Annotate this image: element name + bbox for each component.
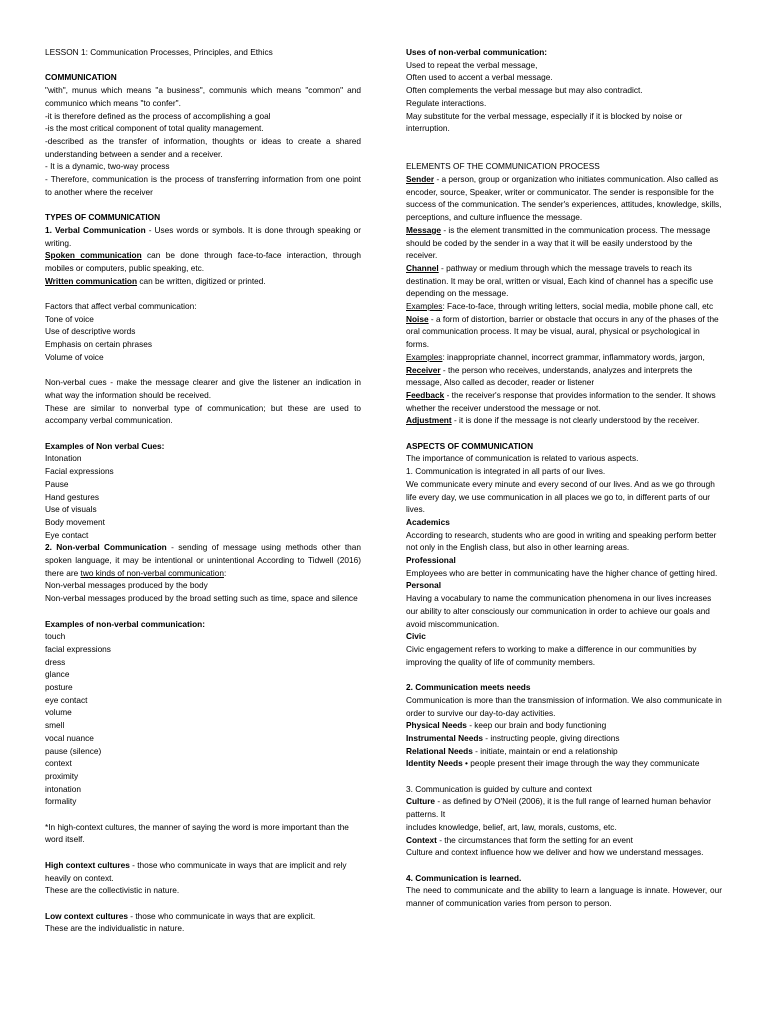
nonverbal-cues-text: Non-verbal cues - make the message clearer and give the listener an indication in what way the information should be received. [45,377,361,400]
uses-heading: Uses of non-verbal communication: [406,47,548,57]
professional-text: Employees who are better in communicating have the higher chance of getting hired. [406,567,718,578]
low-context-nature: These are the individualistic in nature. [45,923,185,934]
aspect-1-text: We communicate every minute and every second of our lives. And as we go through life every day, we use communication in all places we go to, in different parts of our lives. [406,478,715,515]
cue-item: Eye contact [45,529,89,540]
nonverbal-example-item: posture [45,682,73,693]
similar-text: These are similar to nonverbal type of communication; but these are used to accompany verbal communication. [45,402,361,426]
cue-item: Facial expressions [45,466,114,477]
personal-text: Having a vocabulary to name the communication phenomena in our lives increases our ability to alter consciously our communication in order to achieve our goals and avoid miscommunication. [406,593,712,629]
professional-heading: Professional [406,555,456,566]
use-item: Often complements the verbal message but may also contradict. [406,85,643,96]
aspect-4-text: The need to communicate and the ability to learn a language is innate. However, our manner of communication varies from person to person. [406,885,722,909]
communication-point: -is the most critical component of total quality management. [45,123,264,134]
element-adjustment: Adjustment - it is done if the message is not clearly understood by the receiver. [406,415,700,426]
culture-includes: includes knowledge, belief, art, law, morals, customs, etc. [406,821,617,832]
lesson-title: LESSON 1: Communication Processes, Principles, and Ethics [45,47,273,57]
spoken-communication: Spoken communication can be done through face-to-face interaction, through mobiles or computers, public speaking, etc. [45,250,361,273]
use-item: Used to repeat the verbal message, [406,59,538,70]
left-column [45,46,361,935]
communication-point: -described as the transfer of information, thoughts or ideas to create a shared understanding between a sender and a receiver. [45,135,361,159]
nonverbal-example-item: volume [45,707,72,718]
identity-needs: Identity Needs • people present their image through the way they communicate [406,758,700,769]
nonverbal-example-item: proximity [45,770,79,781]
right-column [406,46,722,910]
communication-point: - Therefore, communication is the process of transferring information from one point to another where the receiver [45,174,361,197]
high-context-nature: These are the collectivistic in nature. [45,885,180,896]
cue-item: Pause [45,478,69,489]
nonverbal-examples-heading: Examples of non-verbal communication: [45,618,205,629]
noise-examples: Examples: inappropriate channel, incorrect grammar, inflammatory words, jargon, [406,351,705,362]
nonverbal-example-item: eye contact [45,694,88,705]
factor-item: Volume of voice [45,351,104,362]
aspect-3: 3. Communication is guided by culture and context [406,783,592,794]
aspects-heading: ASPECTS OF COMMUNICATION [406,440,534,451]
low-context-cultures: Low context cultures - those who communicate in ways that are explicit. [45,910,316,921]
nonverbal-example-item: dress [45,656,66,667]
personal-heading: Personal [406,580,442,591]
communication-point: -it is therefore defined as the process of accomplishing a goal [45,110,271,121]
civic-text: Civic engagement refers to working to make a difference in our communities by improving the quality of life of community members. [406,644,697,667]
nonverbal-example-item: formality [45,796,77,807]
relational-needs: Relational Needs - initiate, maintain or end a relationship [406,745,618,756]
types-heading: TYPES OF COMMUNICATION [45,212,161,223]
factor-item: Emphasis on certain phrases [45,339,152,350]
context-definition: Context - the circumstances that form the setting for an event [406,834,633,845]
channel-examples: Examples: Face-to-face, through writing letters, social media, mobile phone call, etc [406,301,714,312]
communication-point: - It is a dynamic, two-way process [45,161,170,172]
use-item: Regulate interactions. [406,97,487,108]
communication-heading: COMMUNICATION [45,72,117,83]
factor-item: Tone of voice [45,313,94,324]
communication-definition: "with", munus which means "a business", communis which means "common" and communico which means "to confer". [45,85,361,108]
cue-item: Intonation [45,453,82,464]
aspect-2-heading: 2. Communication meets needs [406,682,531,693]
verbal-communication: 1. Verbal Communication - Uses words or symbols. It is done through speaking or writing. [45,224,361,248]
aspect-1: 1. Communication is integrated in all parts of our lives. [406,466,606,477]
culture-definition: Culture - as defined by O'Neil (2006), it is the full range of learned human behavior patterns. It [406,796,712,820]
use-item: May substitute for the verbal message, especially if it is blocked by noise or interruption. [406,110,683,134]
aspects-intro: The importance of communication is related to various aspects. [406,453,639,464]
high-context-cultures: High context cultures - those who communicate in ways that are implicit and rely heavily on context. [45,859,347,883]
nonverbal-example-item: pause (silence) [45,745,102,756]
element-channel: Channel - pathway or medium through which the message travels to reach its destination. It may be oral, written or visual, Each kind of channel has a specific use depending on the message. [406,262,714,299]
aspect-2-text: Communication is more than the transmission of information. We also communicate in order to survive our day-to-day activities. [406,694,722,718]
nonverbal-body: Non-verbal messages produced by the body [45,580,208,591]
instrumental-needs: Instrumental Needs - instructing people, giving directions [406,732,620,743]
academics-heading: Academics [406,516,450,527]
element-sender: Sender - a person, group or organization who initiates communication. Also called as encoder, source, Speaker, writer or communicator. The sender is responsible for the success of the communication. The sender's experiences, attitudes, knowledge, skills, perceptions, and culture influence the message. [406,174,722,223]
nonverbal-example-item: smell [45,720,65,731]
culture-influence: Culture and context influence how we deliver and how we understand messages. [406,847,704,858]
cue-item: Body movement [45,516,105,527]
nonverbal-setting: Non-verbal messages produced by the broad setting such as time, space and silence [45,593,358,604]
academics-text: According to research, students who are good in writing and speaking perform better not only in the English class, but also in other learning areas. [406,529,717,553]
written-communication: Written communication can be written, digitized or printed. [45,275,266,286]
element-feedback: Feedback - the receiver's response that provides information to the sender. It shows whether the receiver understood the message or not. [406,389,716,413]
cues-heading: Examples of Non verbal Cues: [45,440,165,451]
use-item: Often used to accent a verbal message. [406,72,553,83]
civic-heading: Civic [406,631,426,642]
high-context-note: *In high-context cultures, the manner of saying the word is more important than the word itself. [45,821,349,845]
factor-item: Use of descriptive words [45,326,136,337]
nonverbal-example-item: vocal nuance [45,732,94,743]
cue-item: Hand gestures [45,491,99,502]
element-receiver: Receiver - the person who receives, understands, analyzes and interprets the message, Also called as decoder, reader or listener [406,364,693,388]
factors-intro: Factors that affect verbal communication: [45,301,197,312]
nonverbal-communication: 2. Non-verbal Communication - sending of message using methods other than spoken language, it may be intentional or unintentional According to Tidwell (2016) there are two kinds of non-verbal communication: [45,542,361,578]
nonverbal-example-item: intonation [45,783,81,794]
element-noise: Noise - a form of distortion, barrier or obstacle that occurs in any of the phases of the oral communication process. It may be visual, aural, physical or psychological in forms. [406,313,719,350]
nonverbal-example-item: context [45,758,72,769]
element-message: Message - is the element transmitted in the communication process. The message should be coded by the sender in a way that it will be easily understood by the receiver. [406,224,711,261]
elements-heading: ELEMENTS OF THE COMMUNICATION PROCESS [406,161,600,172]
physical-needs: Physical Needs - keep our brain and body functioning [406,720,607,731]
nonverbal-example-item: touch [45,631,66,642]
aspect-4-heading: 4. Communication is learned. [406,872,522,883]
cue-item: Use of visuals [45,504,97,515]
nonverbal-example-item: facial expressions [45,643,111,654]
nonverbal-example-item: glance [45,669,70,680]
